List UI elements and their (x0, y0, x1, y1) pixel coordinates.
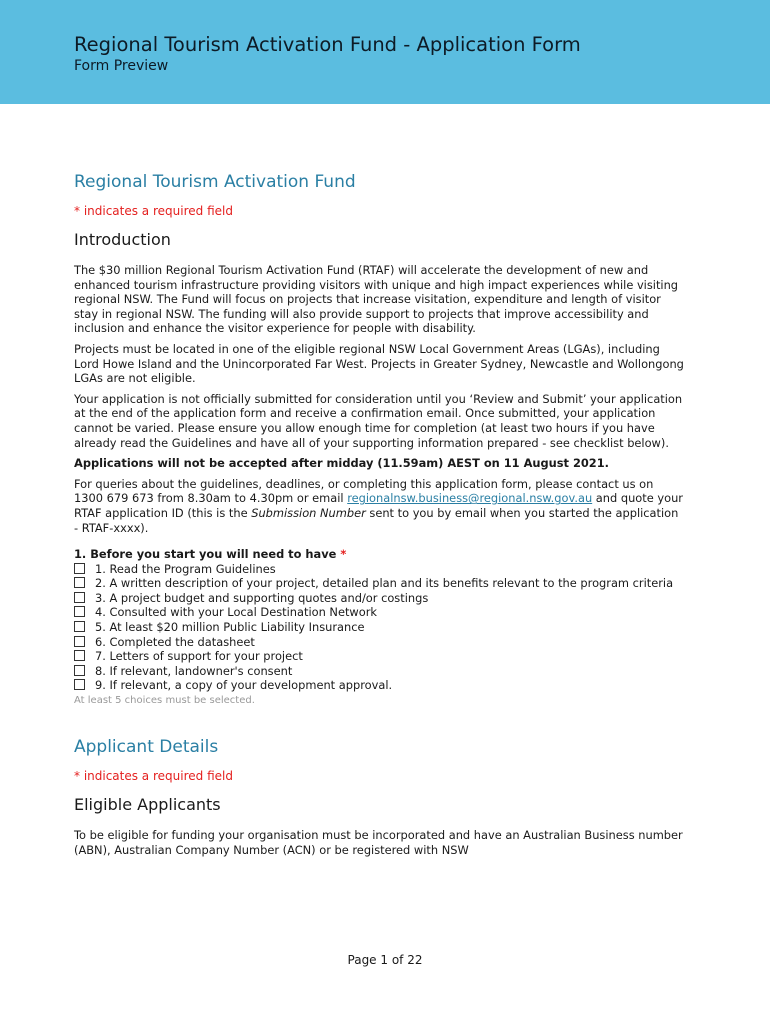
checklist-option[interactable] (74, 591, 684, 606)
queries-text-a: For queries about the guidelines, deadlines, or completing this application form, please contact us on 1300 679 673 from 8.30am to 4.30pm or email (74, 476, 654, 506)
checkbox-icon[interactable] (74, 563, 85, 574)
question-label: 1. Before you start you will need to have (74, 547, 341, 562)
option-label: 5. At least $20 million Public Liability Insurance (95, 620, 365, 635)
option-label: 2. A written description of your project, detailed plan and its benefits relevant to the program criteria (95, 576, 674, 591)
checkbox-icon[interactable] (74, 650, 85, 661)
option-label: 9. If relevant, a copy of your development approval. (95, 678, 393, 693)
form-content (74, 171, 684, 863)
page-header (0, 0, 770, 104)
checklist-option[interactable] (74, 635, 684, 650)
option-label: 3. A project budget and supporting quotes and/or costings (95, 590, 429, 605)
checkbox-icon[interactable] (74, 577, 85, 588)
option-label: 8. If relevant, landowner's consent (95, 663, 293, 678)
question-before-you-start (74, 547, 684, 562)
form-subtitle: Form Preview (74, 58, 169, 74)
intro-paragraph-3: Your application is not officially submitted for consideration until you ‘Review and Submit’ your application at the end of the application form and receive a confirmation email. Once submitted, your application cannot be varied. Please ensure you allow enough time for completion (at least two hours if you have already read the Guidelines and have all of your supporting information prepared - see checklist below). (74, 391, 683, 450)
introduction-heading: Introduction (74, 230, 171, 249)
checklist-option[interactable] (74, 620, 684, 635)
validation-hint: At least 5 choices must be selected. (74, 695, 255, 707)
contact-email-link[interactable]: regionalnsw.business@regional.nsw.gov.au (347, 491, 593, 506)
eligibility-paragraph: To be eligible for funding your organisation must be incorporated and have an Australian Business number (ABN), Australian Company Number (ACN) or be registered with NSW (74, 828, 683, 857)
form-title: Regional Tourism Activation Fund - Application Form (74, 33, 581, 56)
required-star: * (340, 547, 347, 562)
checklist-option[interactable] (74, 649, 684, 664)
deadline-notice: Applications will not be accepted after midday (11.59am) AEST on 11 August 2021. (74, 456, 609, 471)
checkbox-icon[interactable] (74, 665, 85, 676)
checkbox-icon[interactable] (74, 621, 85, 632)
option-label: 4. Consulted with your Local Destination Network (95, 605, 377, 620)
checkbox-icon[interactable] (74, 636, 85, 647)
checklist-option[interactable] (74, 576, 684, 591)
eligible-applicants-heading: Eligible Applicants (74, 795, 221, 815)
checkbox-icon[interactable] (74, 606, 85, 617)
option-label: 1. Read the Program Guidelines (95, 561, 276, 576)
queries-text-b: and quote your RTAF application ID (this is the (74, 491, 683, 520)
option-label: 6. Completed the datasheet (95, 634, 255, 649)
intro-paragraph-2: Projects must be located in one of the eligible regional NSW Local Government Areas (LGAs), including Lord Howe Island and the Unincorporated Far West. Projects in Greater Sydney, Newcastle and Wollongong LGAs are not eligible. (74, 341, 684, 386)
section-title-fund: Regional Tourism Activation Fund (74, 172, 356, 192)
checklist-option[interactable] (74, 664, 684, 679)
required-field-note: * indicates a required field (74, 204, 233, 218)
queries-italic: Submission Number (251, 505, 366, 520)
checkbox-icon[interactable] (74, 592, 85, 603)
queries-text-c: sent to you by email when you started the application - RTAF-xxxx). (74, 505, 679, 535)
checkbox-icon[interactable] (74, 679, 85, 690)
queries-paragraph (74, 477, 684, 535)
checklist-option[interactable] (74, 562, 684, 577)
section-spacer (74, 708, 684, 736)
page-number: Page 1 of 22 (347, 953, 423, 967)
checklist-option[interactable] (74, 605, 684, 620)
section-title-applicant: Applicant Details (74, 737, 219, 758)
required-field-note: * indicates a required field (74, 769, 233, 784)
checklist-option[interactable] (74, 678, 684, 693)
intro-paragraph-1: The $30 million Regional Tourism Activation Fund (RTAF) will accelerate the development of new and enhanced tourism infrastructure providing visitors with unique and high impact experiences while visiting regional NSW. The Fund will focus on projects that increase visitation, expenditure and length of visitor stay in regional NSW. The funding will also provide support to projects that improve accessibility and inclusion and enhance the visitor experience for people with disability. (74, 263, 679, 336)
option-label: 7. Letters of support for your project (95, 649, 303, 664)
